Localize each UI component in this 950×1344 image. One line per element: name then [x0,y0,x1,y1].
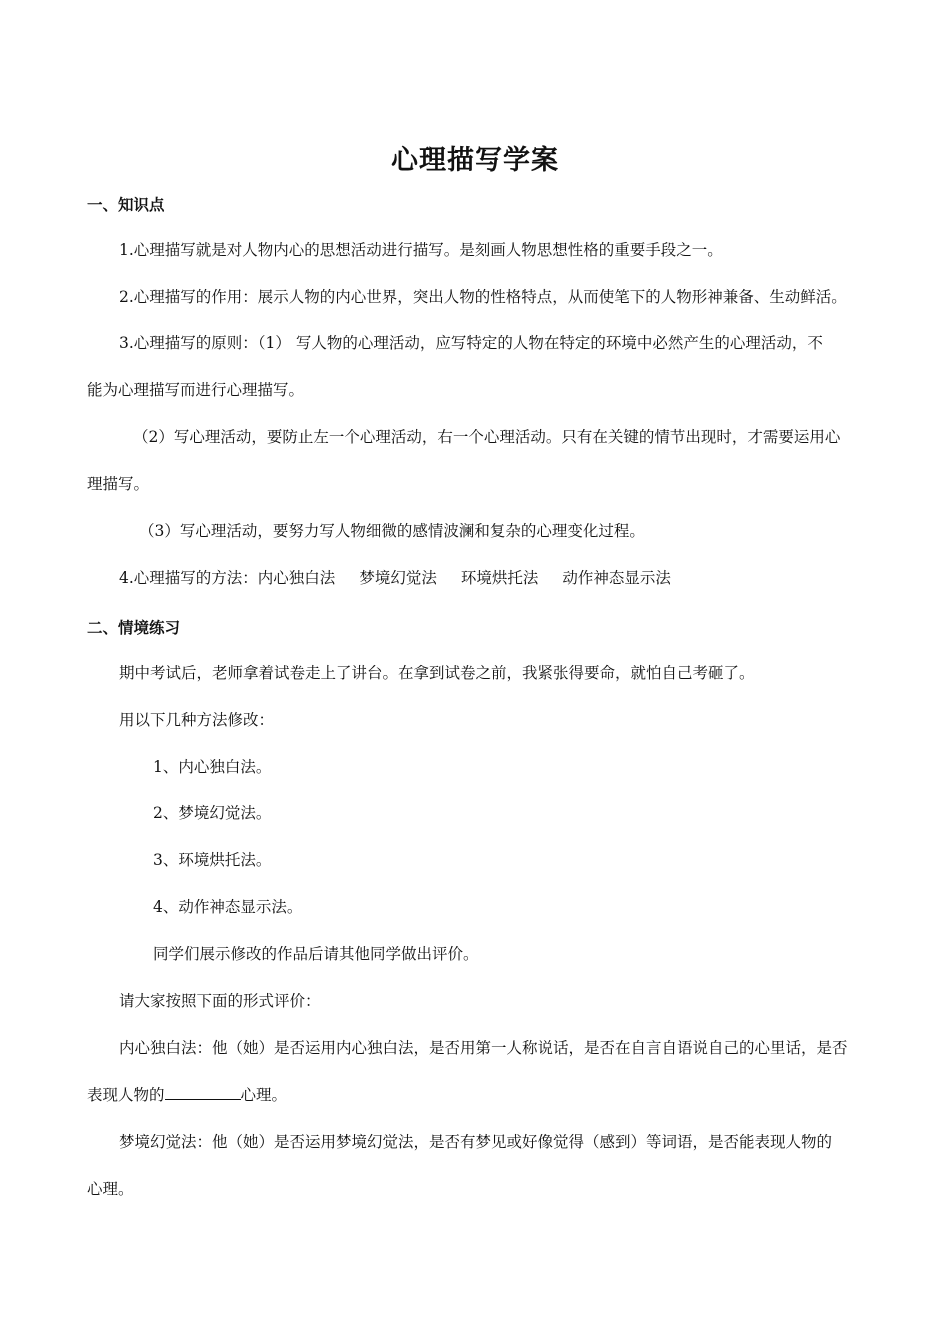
eval-monologue-prefix: 表现人物的 [87,1086,165,1104]
show-text: 同学们展示修改的作品后请其他同学做出评价。 [153,945,479,963]
list-item-4: 4、动作神态显示法。 [153,898,303,916]
method-3: 环境烘托法 [460,569,539,587]
list-item-1: 1、内心独白法。 [153,758,272,776]
list-item-3: 3、环境烘托法。 [153,851,272,869]
section-heading-practice: 二、情境练习 [87,619,181,637]
eval-monologue-line-1: 内心独白法：他（她）是否运用内心独白法，是否用第一人称说话，是否在自言自语说自己的心里话，是否 [119,1039,848,1057]
methods-line [119,568,671,588]
paragraph-3-line-1: 3.心理描写的原则：（1） 写人物的心理活动，应写特定的人物在特定的环境中必然产生的心理活动，不 [119,334,823,352]
eval-monologue-line-2 [87,1085,287,1105]
fill-in-blank[interactable] [165,1085,241,1100]
section-heading-knowledge: 一、知识点 [87,196,165,214]
eval-dream-line-2: 心理。 [87,1180,134,1198]
eval-monologue-suffix: 心理。 [240,1086,288,1104]
paragraph-2: 2.心理描写的作用：展示人物的内心世界，突出人物的性格特点，从而使笔下的人物形神兼备、生动鲜活。 [119,288,847,306]
eval-dream-line-1: 梦境幻觉法：他（她）是否运用梦境幻觉法，是否有梦见或好像觉得（感到）等词语，是否能表现人物的 [119,1133,833,1151]
method-4: 动作神态显示法 [562,569,671,587]
page-title: 心理描写学案 [391,145,559,176]
scenario-text: 期中考试后，老师拿着试卷走上了讲台。在拿到试卷之前，我紧张得要命，就怕自己考砸了。 [119,664,755,682]
paragraph-3-line-2: 能为心理描写而进行心理描写。 [87,381,305,399]
evaluate-text: 请大家按照下面的形式评价： [119,992,321,1010]
paragraph-4-line-2: 理描写。 [87,475,150,493]
method-1: 内心独白法 [257,569,336,587]
paragraph-4-line-1: （2）写心理活动，要防止左一个心理活动，右一个心理活动。只有在关键的情节出现时，才需要运用心 [133,428,841,446]
method-2: 梦境幻觉法 [359,569,437,587]
paragraph-1: 1.心理描写就是对人物内心的思想活动进行描写。是刻画人物思想性格的重要手段之一。 [119,241,723,259]
methods-label: 4.心理描写的方法： [119,569,258,587]
instruction-text: 用以下几种方法修改： [119,711,275,729]
list-item-2: 2、梦境幻觉法。 [153,804,272,822]
paragraph-5: （3）写心理活动，要努力写人物细微的感情波澜和复杂的心理变化过程。 [139,522,645,540]
